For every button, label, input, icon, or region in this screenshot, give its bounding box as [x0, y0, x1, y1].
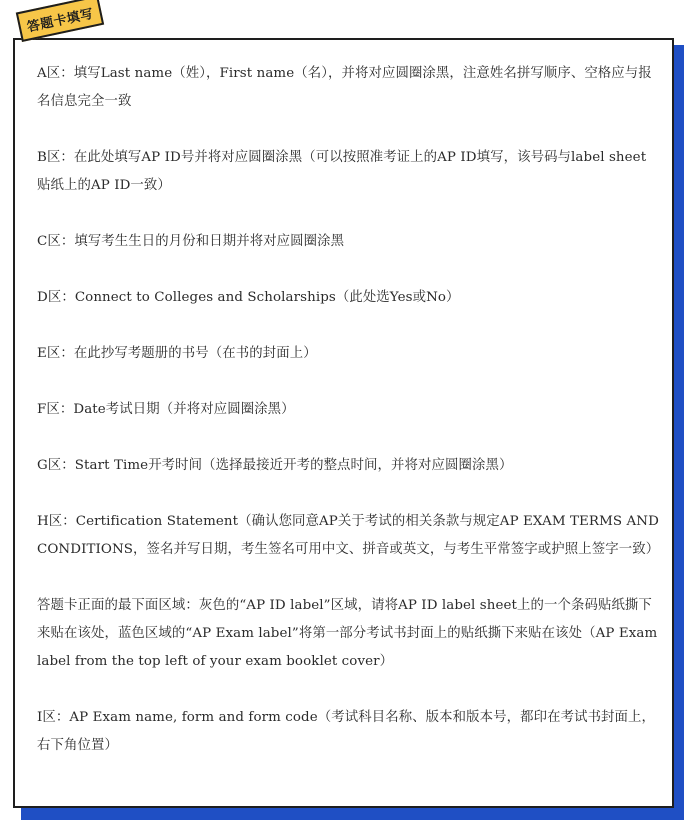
instruction-bottom-area: 答题卡正面的最下面区域：灰色的“AP ID label”区域，请将AP ID label sheet上的一个条码贴纸撕下来贴在该处，蓝色区域的“AP Exam label”将第一部分考试书封面上的贴纸撕下来贴在该处（AP Exam label from the top left of your exam booklet cover） — [37, 598, 658, 669]
instruction-b: B区：在此处填写AP ID号并将对应圆圈涂黑（可以按照准考证上的AP ID填写，该号码与label sheet贴纸上的AP ID一致） — [37, 150, 647, 193]
instruction-g: G区：Start Time开考时间（选择最接近开考的整点时间，并将对应圆圈涂黑） — [37, 458, 513, 473]
instruction-c: C区：填写考生生日的月份和日期并将对应圆圈涂黑 — [37, 234, 345, 249]
instruction-list — [37, 60, 659, 788]
instruction-a: A区：填写Last name（姓），First name（名），并将对应圆圈涂黑，注意姓名拼写顺序、空格应与报名信息完全一致 — [37, 66, 652, 109]
instruction-f: F区：Date考试日期（并将对应圆圈涂黑） — [37, 402, 295, 417]
instruction-i: I区：AP Exam name, form and form code（考试科目名称、版本和版本号，都印在考试书封面上，右下角位置） — [37, 710, 656, 753]
section-tag-label: 答题卡填写 — [25, 6, 95, 35]
instruction-h: H区：Certification Statement（确认您同意AP关于考试的相关条款与规定AP EXAM TERMS AND CONDITIONS，签名并写日期，考生签名可用中文、拼音或英文，与考生平常签字或护照上签字一致） — [37, 514, 660, 557]
instruction-d: D区：Connect to Colleges and Scholarships（此处选Yes或No） — [37, 290, 460, 305]
section-tag — [16, 0, 104, 42]
instruction-e: E区：在此抄写考题册的书号（在书的封面上） — [37, 346, 317, 361]
